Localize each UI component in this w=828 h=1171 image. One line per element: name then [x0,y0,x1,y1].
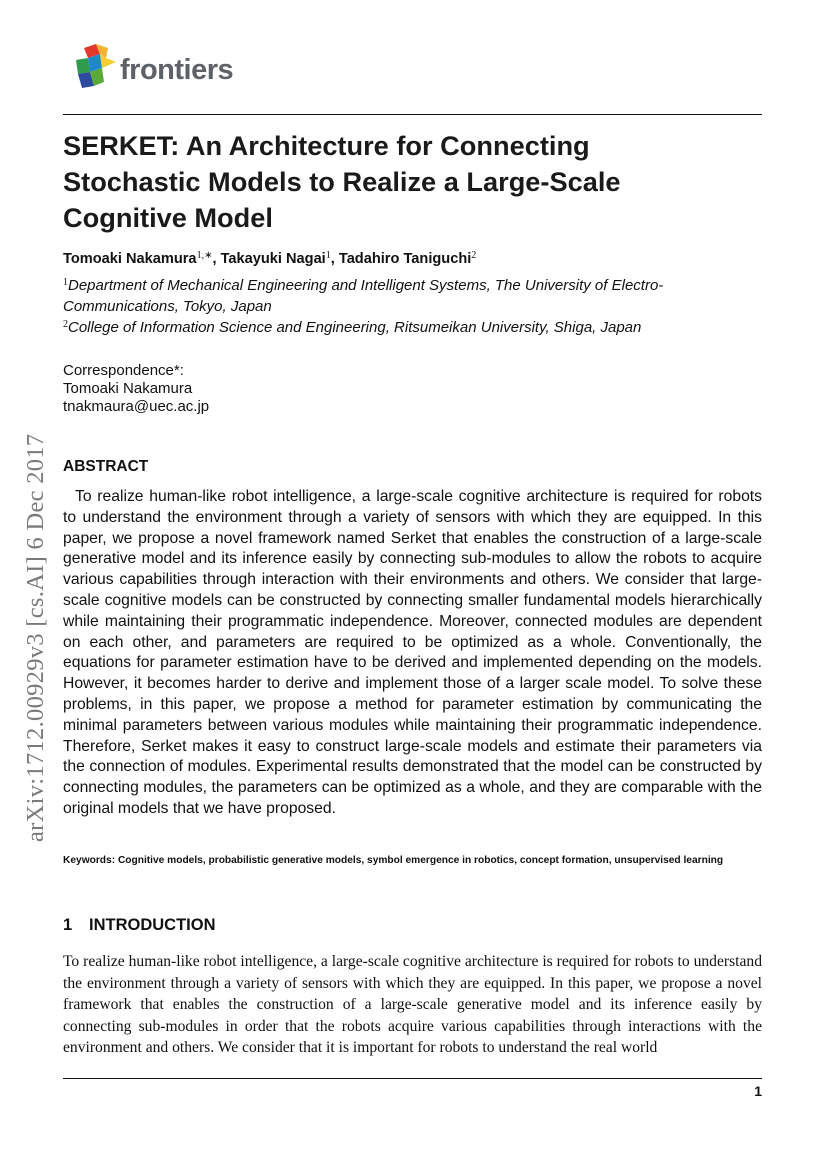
affiliation-text: College of Information Science and Engineering, Ritsumeikan University, Shiga, Japan [68,319,642,336]
arxiv-identifier: arXiv:1712.00929v3 [cs.AI] 6 Dec 2017 [22,433,49,842]
page-number: 1 [754,1083,762,1099]
affiliation-text: Department of Mechanical Engineering and Intelligent Systems, The University of Electro-Communications, Tokyo, Japan [63,277,664,315]
frontiers-logo-icon [76,42,120,92]
author-name: Tadahiro Taniguchi [338,251,472,267]
keywords [63,850,762,871]
paper-title: SERKET: An Architecture for Connecting Stochastic Models to Realize a Large-Scale Cognitive Model [63,130,621,233]
correspondence-block [63,362,463,416]
author-name: Tomoaki Nakamura [63,251,197,267]
affiliation-mark: 2 [63,319,68,330]
keywords-text: Cognitive models, probabilistic generative models, symbol emergence in robotics, concept formation, unsupervised learning [117,855,724,866]
abstract-heading: ABSTRACT [63,458,149,475]
author-affiliation-mark: 2 [471,250,477,261]
author-affiliation-mark: 1 [325,250,331,261]
section-heading-introduction [63,916,216,935]
affiliation-2 [63,314,703,338]
section-title: INTRODUCTION [89,916,216,934]
correspondence-label: Correspondence*: [63,362,184,379]
section-number: 1 [63,916,73,934]
introduction-text: To realize human-like robot intelligence, a large-scale cognitive architecture is required for robots to understand the environment through a variety of sensors with which they are equipped. In this paper, we propose a novel framework that enables the construction of a large-scale generative model and its inference easily by connecting sub-modules in order that the robots acquire various capabilities through interactions with the environment and others. We consider that it is important for robots to understand the real world [63,953,762,1056]
frontiers-logo [76,42,256,94]
affiliation-1 [63,272,703,317]
top-rule [63,114,762,115]
affiliation-mark: 1 [63,277,68,288]
frontiers-wordmark: frontiers [120,54,234,86]
keywords-label: Keywords: [63,855,116,866]
abstract-text: To realize human-like robot intelligence, a large-scale cognitive architecture is required for robots to understand the environment through a variety of sensors with which they are equipped. In this paper, we propose a novel framework named Serket that enables the construction of a large-scale generative model and its inference easily by connecting sub-modules to allow the robots to acquire various capabilities through interaction with their environments and others. We consider that large-scale cognitive models can be constructed by connecting smaller fundamental models hierarchically while maintaining their programmatic independence. Moreover, connected modules are dependent on each other, and parameters are required to be optimized as a whole. Conventionally, the equations for parameter estimation have to be derived and implemented depending on the models. However, it becomes harder to derive and implement those of a larger scale model. To solve these problems, in this paper, we propose a method for parameter estimation by communicating the minimal parameters between various modules while maintaining their programmatic independence. Therefore, Serket makes it easy to construct large-scale models and estimate their parameters via the connection of modules. Experimental results demonstrated that the model can be constructed by connecting modules, the parameters can be optimized as a whole, and they are comparable with the original models that we have proposed. [63,488,762,817]
bottom-rule [63,1078,762,1079]
author-affiliation-mark: 1,∗ [196,250,213,261]
correspondence-email[interactable]: tnakmaura@uec.ac.jp [63,398,210,415]
correspondence-name: Tomoaki Nakamura [63,380,193,397]
author-name: Takayuki Nagai [220,251,326,267]
author-list: Tomoaki Nakamura$^{1,∗}$, Takayuki Nagai$^1$, Tadahiro Taniguchi$^2$ [63,250,477,267]
